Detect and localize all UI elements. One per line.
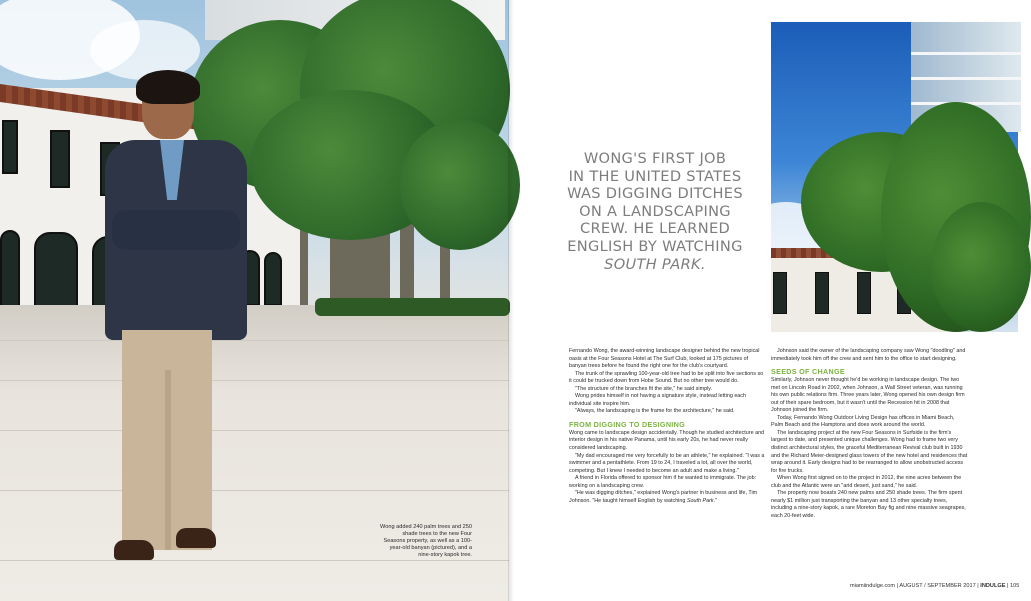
quote-end: ." <box>713 497 717 504</box>
article-column-1 <box>569 348 766 505</box>
pull-quote-line: IN THE UNITED STATES <box>568 167 742 185</box>
page-number: 105 <box>1010 583 1020 589</box>
hedge <box>315 298 510 316</box>
pull-quote-italic-line: SOUTH PARK. <box>604 255 706 273</box>
pull-quote-line: WONG'S FIRST JOB <box>583 150 727 167</box>
folio-brand: INDULGE <box>980 583 1006 589</box>
paragraph: Johnson said the owner of the landscaping company saw Wong "doodling" and immediately took him off the crew and sent him to the office to start designing. <box>771 348 966 362</box>
paragraph: Wong prides himself in not having a signature style, instead letting each individual site inspire him. <box>569 393 747 407</box>
paragraph: The landscaping project at the new Four Seasons in Surfside is the firm's largest to date, and presented unique challenges. Wong had to frame two very distinct architectural styles, the graceful Mediterranean Revival club built in 1930 and the Richard Meier-designed glass towers of the new hotel and residences that wrap around it. Early designs had to be rearranged to allow unobstructed access for fire trucks. <box>771 429 968 474</box>
pull-quote-line: ENGLISH BY WATCHING <box>567 237 743 255</box>
paragraph: The trunk of the sprawling 100-year-old tree had to be split into five sections so it could be trucked down from Hobe Sound. But no other tree would do. <box>569 370 764 385</box>
hotel-photo <box>771 22 1018 332</box>
quote-text: "He was digging ditches," explained Wong's partner in business and life, Tim Johnson. "He taught himself English by watching <box>569 490 758 504</box>
folio-site: miamiindulge.com <box>850 583 896 589</box>
show-title: South Park <box>686 497 714 504</box>
fernando-wong-figure <box>100 70 250 590</box>
pull-quote-line: WAS DIGGING DITCHES <box>567 185 743 203</box>
page-gutter <box>508 0 514 601</box>
paragraph: The property now boasts 240 new palms and 250 shade trees. The firm spent nearly $1 million just transporting the banyan and 13 other specialty trees, including a nine-story kapok, a rare Moreton Bay fig and nine massive seagrapes, each 20-feet wide. <box>771 490 966 519</box>
pull-quote <box>560 150 750 273</box>
folio-issue: AUGUST / SEPTEMBER 2017 <box>899 583 976 589</box>
paragraph <box>569 490 766 505</box>
paragraph: Wong came to landscape design accidentally. Though he studied architecture and interior design in his native Panama, until his early 20s, he had never really considered landscaping. <box>569 429 765 452</box>
paragraph: Today, Fernando Wong Outdoor Living Design has offices in Miami Beach, Palm Beach and the Hamptons and does work around the world. <box>771 414 955 429</box>
pull-quote-line: ON A LANDSCAPING <box>579 202 731 220</box>
page-folio: miamiindulge.com | AUGUST / SEPTEMBER 2017 | INDULGE | 105 <box>850 583 1020 589</box>
paragraph: "Always, the landscaping is the frame for the architecture," he said. <box>575 408 735 415</box>
section-heading-seeds: SEEDS OF CHANGE <box>771 367 845 377</box>
paragraph: Similarly, Johnson never thought he'd be working in landscape design. The two met on Lincoln Road in 2002, when Johnson, a Wall Street veteran, was running his own public relations firm. Three years later, Wong opened his own design firm out of their spare bedroom, but it wasn't until the Recession hit in 2008 that Johnson joined the firm. <box>771 377 965 414</box>
paragraph: When Wong first signed on to the project in 2012, the nine acres between the club and the Atlantic were an "arid desert, just sand," he said. <box>771 475 962 489</box>
paragraph: A friend in Florida offered to sponsor him if he wanted to immigrate. The job: working on a landscaping crew. <box>569 475 757 489</box>
photo-caption: Wong added 240 palm trees and 250 shade trees to the new Four Seasons property, as well as a 100-year-old banyan (pictured), and a nine-story kapok tree. <box>380 524 472 558</box>
paragraph: Fernando Wong, the award-winning landscape designer behind the new tropical oasis at the Four Seasons Hotel at The Surf Club, looked at 175 pictures of banyan trees before he found the right one for the club's courtyard. <box>569 348 760 370</box>
pull-quote-line: CREW. HE LEARNED <box>579 220 731 238</box>
article-column-2 <box>771 348 968 520</box>
paragraph: "The structure of the branches fit the site," he said simply. <box>575 385 713 392</box>
paragraph: "My dad encouraged me very forcefully to be an athlete," he explained. "I was a swimmer and a pentathlete. From 19 to 24, I traveled a lot, all over the world, competing. But I knew I needed to become an adult and make a living." <box>569 452 765 474</box>
section-heading-digging: FROM DIGGING TO DESIGNING <box>569 419 685 429</box>
portrait-photo <box>0 0 509 601</box>
